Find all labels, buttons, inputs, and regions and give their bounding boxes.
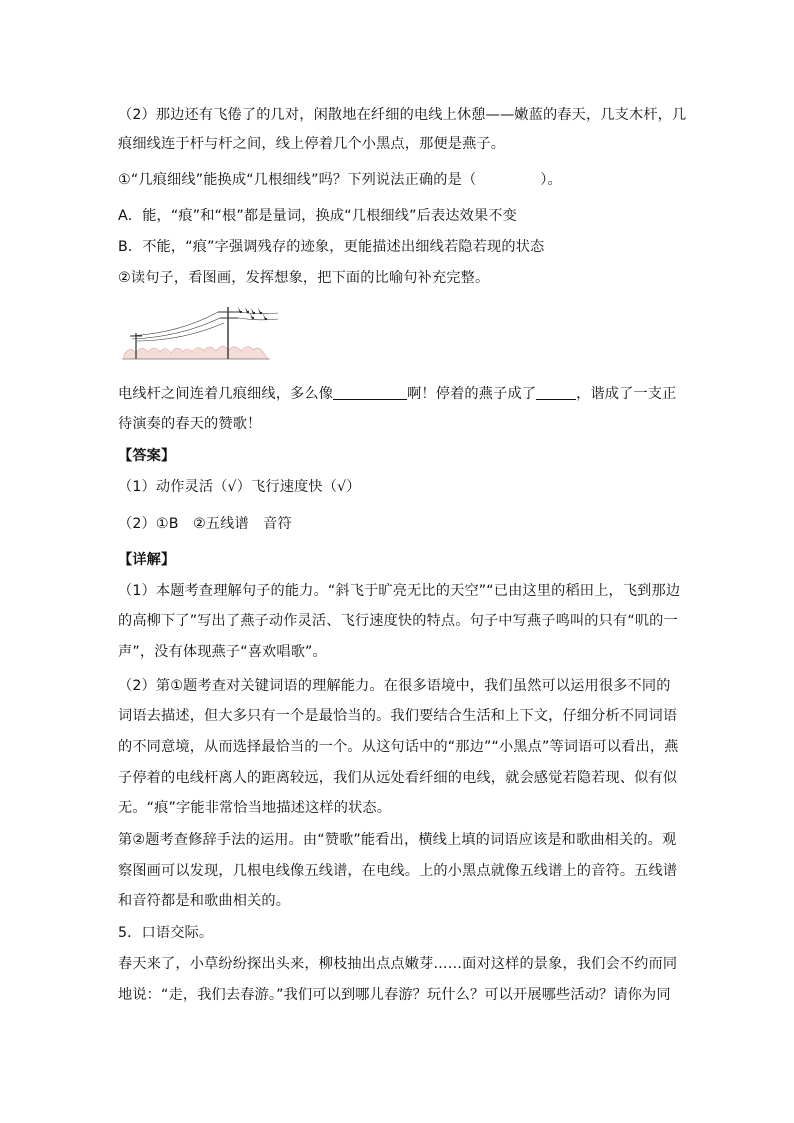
q2-intro-line2: 痕细线连于杆与杆之间，线上停着几个小黑点，那便是燕子。 xyxy=(118,136,506,152)
detail-2-line4: 子停着的电线杆离人的距离较远，我们从远处看纤细的电线，就会感觉若隐若现、似有似 xyxy=(118,770,678,786)
sub1-question-end: ）。 xyxy=(540,172,562,188)
fill-in-sentence-line2: 待演奏的春天的赞歌！ xyxy=(118,416,262,432)
detail-heading: 【详解】 xyxy=(118,552,176,568)
answer-1: （1）动作灵活（√）飞行速度快（√） xyxy=(118,479,361,495)
fill-blank-1 xyxy=(333,385,407,400)
sub1-question-text: ①“几痕细线”能换成“几根细线”吗？下列说法正确的是（ xyxy=(118,172,477,188)
fill-blank-2 xyxy=(536,385,576,400)
option-b: B．不能，“痕”字强调残存的迹象，更能描述出细线若隐若现的状态 xyxy=(118,239,545,255)
sub1-question xyxy=(118,170,678,190)
option-a: A．能，“痕”和“根”都是量词，换成“几根细线”后表达效果不变 xyxy=(118,208,517,224)
fill-part1: 电线杆之间连着几痕细线，多么像 xyxy=(118,386,334,402)
answer-2: （2）①B ②五线谱 音符 xyxy=(118,516,292,532)
detail-1-line2: 的高柳下了”写出了燕子动作灵活、飞行速度快的特点。句子中写燕子鸣叫的只有“叽的一 xyxy=(118,613,678,629)
detail-3-line1: 第②题考查修辞手法的运用。由“赞歌”能看出，横线上填的词语应该是和歌曲相关的。观 xyxy=(118,832,677,848)
detail-3-line2: 察图画可以发现，几根电线像五线谱，在电线。上的小黑点就像五线谱上的音符。五线谱 xyxy=(118,863,678,879)
q2-intro-line1: （2）那边还有飞倦了的几对，闲散地在纤细的电线上休憩——嫩蓝的春天，几支木杆，几 xyxy=(118,107,687,123)
q5-line1: 春天来了，小草纷纷探出头来，柳枝抽出点点嫩芽……面对这样的景象，我们会不约而同 xyxy=(118,956,678,972)
sub2-instruction: ②读句子，看图画，发挥想象，把下面的比喻句补充完整。 xyxy=(118,270,490,286)
fill-part2: 啊！停着的燕子成了 xyxy=(407,386,537,402)
detail-1-line3: 声”，没有体现燕子“喜欢唱歌”。 xyxy=(118,644,327,660)
detail-3-line3: 和音符都是和歌曲相关的。 xyxy=(118,893,291,909)
detail-2-line2: 词语去描述，但大多只有一个是最恰当的。我们要结合生活和上下文，仔细分析不同词语 xyxy=(118,708,678,724)
fill-part3: ，谐成了一支正 xyxy=(576,386,677,402)
q5-line2: 地说：“走，我们去春游。”我们可以到哪儿春游？玩什么？可以开展哪些活动？请你为同 xyxy=(118,987,671,1003)
fill-in-sentence-line1 xyxy=(118,384,678,404)
answer-heading: 【答案】 xyxy=(118,448,176,464)
q5-heading: 5．口语交际。 xyxy=(118,925,214,941)
detail-2-line1: （2）第①题考查对关键词语的理解能力。在很多语境中，我们虽然可以运用很多不同的 xyxy=(118,678,671,694)
detail-2-line3: 的不同意境，从而选择最恰当的一个。从这句话中的“那边”“小黑点”等词语可以看出，燕 xyxy=(118,739,679,755)
power-line-swallows-illustration xyxy=(120,303,280,363)
detail-1-line1: （1）本题考查理解句子的能力。“斜飞于旷亮无比的天空”“已由这里的稻田上，飞到那边 xyxy=(118,583,681,599)
detail-2-line5: 无。“痕”字能非常恰当地描述这样的状态。 xyxy=(118,800,392,816)
